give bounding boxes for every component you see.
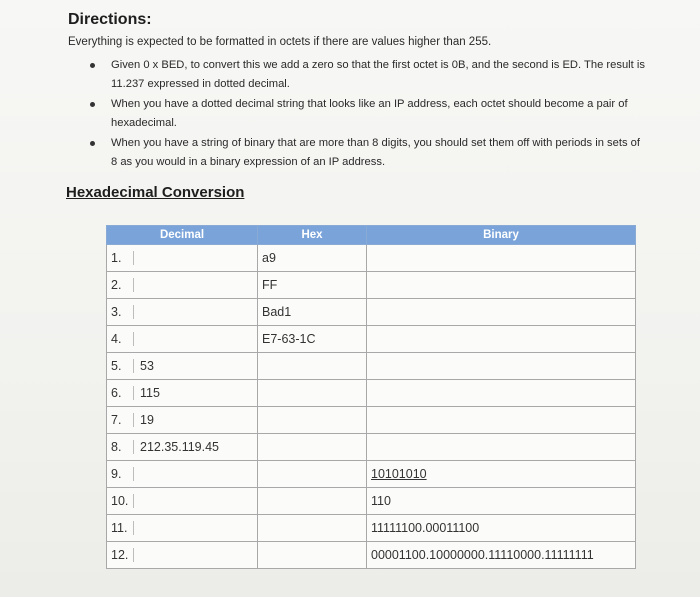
table-row: [107, 542, 636, 569]
row-number: 10.: [111, 494, 134, 508]
row-number: 3.: [111, 305, 134, 319]
binary-cell[interactable]: 10101010: [367, 461, 636, 488]
binary-cell[interactable]: [367, 380, 636, 407]
row-number: 4.: [111, 332, 134, 346]
hex-cell[interactable]: [258, 380, 367, 407]
row-number: 7.: [111, 413, 134, 427]
binary-cell[interactable]: 11111100.00011100: [367, 515, 636, 542]
table-row: [107, 380, 636, 407]
table-row: [107, 515, 636, 542]
header-hex: Hex: [258, 226, 367, 245]
bullet-dot-icon: [90, 63, 95, 68]
hex-cell[interactable]: [258, 434, 367, 461]
hex-cell[interactable]: a9: [258, 245, 367, 272]
binary-cell[interactable]: 00001100.10000000.11110000.11111111: [367, 542, 636, 569]
table-row: [107, 461, 636, 488]
decimal-cell[interactable]: [107, 515, 258, 542]
table-row: [107, 245, 636, 272]
decimal-cell[interactable]: [107, 461, 258, 488]
decimal-value: 115: [140, 386, 160, 400]
decimal-cell[interactable]: [107, 353, 258, 380]
decimal-cell[interactable]: [107, 488, 258, 515]
directions-intro: Everything is expected to be formatted in octets if there are values higher than 255.: [68, 36, 492, 48]
hex-cell[interactable]: [258, 461, 367, 488]
directions-bullet-3: [88, 134, 648, 171]
row-number: 9.: [111, 467, 134, 481]
decimal-value: 53: [140, 359, 154, 373]
row-number: 6.: [111, 386, 134, 400]
header-decimal: Decimal: [107, 226, 258, 245]
decimal-cell[interactable]: [107, 272, 258, 299]
hex-cell[interactable]: E7-63-1C: [258, 326, 367, 353]
binary-cell[interactable]: [367, 407, 636, 434]
directions-heading: Directions:: [68, 11, 152, 28]
decimal-cell[interactable]: [107, 434, 258, 461]
bullet-dot-icon: [90, 102, 95, 107]
table-row: [107, 488, 636, 515]
directions-bullet-1: [88, 56, 648, 93]
directions-bullet-text: When you have a string of binary that are more than 8 digits, you should set them off with periods in sets of 8 as you would in a binary expression of an IP address.: [111, 137, 641, 168]
hex-cell[interactable]: [258, 488, 367, 515]
decimal-cell[interactable]: [107, 326, 258, 353]
table-row: [107, 407, 636, 434]
binary-cell[interactable]: 110: [367, 488, 636, 515]
header-binary: Binary: [367, 226, 636, 245]
hex-cell[interactable]: [258, 542, 367, 569]
binary-cell[interactable]: [367, 272, 636, 299]
binary-cell[interactable]: [367, 299, 636, 326]
decimal-value: 212.35.119.45: [140, 440, 220, 454]
row-number: 8.: [111, 440, 134, 454]
table-header-row: [107, 226, 636, 245]
decimal-cell[interactable]: [107, 245, 258, 272]
directions-bullet-text: Given 0 x BED, to convert this we add a zero so that the first octet is 0B, and the second is ED. The result is 11.237 expressed in dotted decimal.: [111, 59, 645, 90]
table-row: [107, 353, 636, 380]
binary-cell[interactable]: [367, 353, 636, 380]
table-row: [107, 326, 636, 353]
directions-bullet-2: [88, 95, 648, 132]
binary-cell[interactable]: [367, 326, 636, 353]
section-title: Hexadecimal Conversion: [66, 184, 245, 201]
hex-cell[interactable]: Bad1: [258, 299, 367, 326]
hex-cell[interactable]: FF: [258, 272, 367, 299]
conversion-table: [106, 225, 636, 569]
row-number: 2.: [111, 278, 134, 292]
hex-cell[interactable]: [258, 353, 367, 380]
table-row: [107, 299, 636, 326]
row-number: 1.: [111, 251, 134, 265]
table-row: [107, 434, 636, 461]
hex-cell[interactable]: [258, 407, 367, 434]
hex-cell[interactable]: [258, 515, 367, 542]
directions-bullet-text: When you have a dotted decimal string that looks like an IP address, each octet should become a pair of hexadecimal.: [111, 98, 628, 129]
bullet-dot-icon: [90, 141, 95, 146]
decimal-cell[interactable]: [107, 380, 258, 407]
decimal-value: 19: [140, 413, 154, 427]
binary-cell[interactable]: [367, 434, 636, 461]
row-number: 5.: [111, 359, 134, 373]
table-row: [107, 272, 636, 299]
directions-list: [88, 56, 648, 173]
row-number: 12.: [111, 548, 134, 562]
decimal-cell[interactable]: [107, 542, 258, 569]
decimal-cell[interactable]: [107, 407, 258, 434]
row-number: 11.: [111, 521, 134, 535]
decimal-cell[interactable]: [107, 299, 258, 326]
binary-cell[interactable]: [367, 245, 636, 272]
